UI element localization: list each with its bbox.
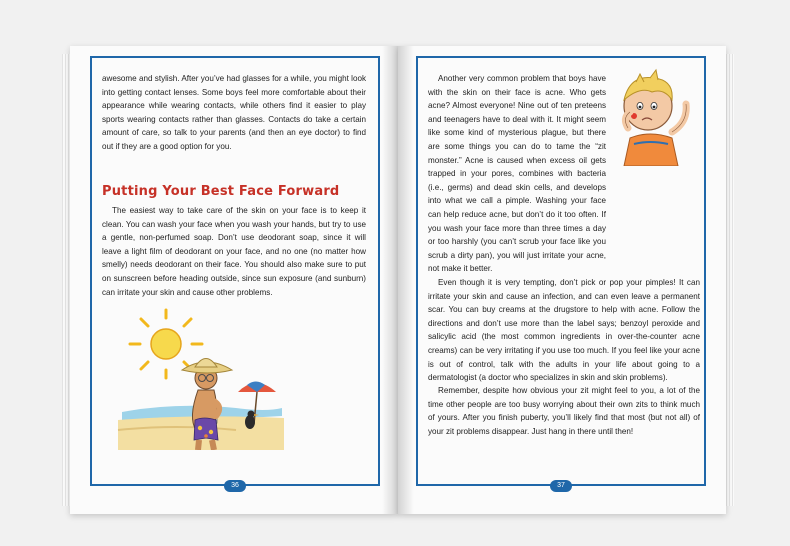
open-book xyxy=(60,40,740,530)
right-page xyxy=(398,46,726,514)
section-heading: Putting Your Best Face Forward xyxy=(102,184,340,199)
paragraph-picking-pimples: Even though it is very tempting, don’t pick or pop your pimples! It can irritate your skin and cause an infection, and can even leave a permanent scar. You can buy creams at the drugstore to help with acne. Follow the directions and don’t use more than the label says; benzoyl peroxide and salicylic acid (the most common ingredients in over-the-counter acne creams) can be very irritating if you use too much. If you feel like your acne is out of control, talk with the adults in your life about going to a dermatologist (a doctor who specializes in skin and skin problems). xyxy=(428,278,700,383)
left-page xyxy=(70,46,398,514)
page-number-36: 36 xyxy=(224,480,246,492)
page-number-37: 37 xyxy=(550,480,572,492)
body-paragraph: The easiest way to take care of the skin on your face is to keep it clean. You can wash your face when you wash your hands, but try to use a gentle, non-perfumed soap. Don’t use deodorant soap, since it will leave a light film of deodorant on your face, and no one (no matter how smelly) needs deodorant on their face. You should also make sure to put on sunscreen before heading outside, since sun exposure (and sunburn) can irritate your skin and cause other problems. xyxy=(102,206,366,297)
paragraph-reassurance: Remember, despite how obvious your zit might feel to you, a lot of the time other people are too busy worrying about their own zits to think much of yours. After you finish puberty, you’ll likely find that most (but not all) of your zit problems disappear. Just hang in there until then! xyxy=(428,386,700,436)
intro-paragraph: awesome and stylish. After you’ve had glasses for a while, you might look into getting contact lenses. Some boys feel more comfortable about their appearance while wearing contacts, while others find it easier to play sports wearing contacts rather than glasses. Contacts do take a certain amount of care, so talk to your parents (and then an eye doctor) to find out if they are a good option for you. xyxy=(102,74,366,151)
boy-with-sunscreen-at-beach xyxy=(116,308,286,450)
paragraph-acne-intro: Another very common problem that boys have with the skin on their face is acne. Who gets acne? Almost everyone! Nine out of ten preteens and teenagers have to deal with it. It might seem like some kind of mysterious plague, but there are some things you can do to tame the “zit monster.” Acne is caused when excess oil gets trapped in your pores, combines with bacteria (i.e., germs) and dead skin cells, and develops into what we call a pimple. Washing your face can help reduce acne, but don’t do it too often. If you wash your face more than three times a day or too harshly (you can’t scrub your face like you scrub a dirty pan), you will just irritate your acne, not make it better. xyxy=(428,74,606,274)
boy-touching-pimple xyxy=(600,60,700,166)
